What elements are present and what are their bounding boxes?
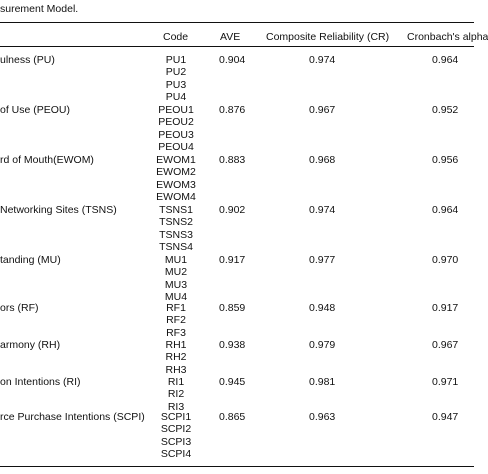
construct-name: of Use (PEOU) [0, 104, 71, 116]
header-alpha: Cronbach's alpha [407, 31, 488, 43]
construct-name: rd of Mouth(EWOM) [0, 154, 94, 166]
indicator-code: RI3 [167, 400, 185, 413]
ave-value: 0.902 [219, 204, 246, 216]
ave-value: 0.876 [219, 104, 246, 116]
ave-value: 0.883 [219, 154, 246, 166]
cr-value: 0.948 [309, 302, 336, 314]
indicator-code: PEOU4 [158, 141, 194, 154]
indicator-code: SCPI3 [160, 435, 192, 448]
indicator-code: RF2 [166, 314, 186, 327]
indicator-codes [151, 411, 201, 461]
indicator-code: RF1 [166, 302, 186, 314]
cr-value: 0.967 [309, 104, 336, 116]
indicator-code: TSNS3 [159, 228, 193, 241]
construct-name: ulness (PU) [0, 54, 55, 66]
alpha-value: 0.971 [432, 376, 459, 388]
ave-value: 0.859 [219, 302, 246, 314]
cr-value: 0.977 [309, 254, 336, 266]
alpha-value: 0.952 [432, 104, 459, 116]
header-rule [0, 46, 474, 47]
indicator-code: PU2 [165, 66, 187, 79]
indicator-code: TSNS4 [159, 241, 193, 254]
bottom-rule [0, 466, 474, 467]
indicator-code: TSNS2 [159, 216, 193, 229]
cr-value: 0.981 [309, 376, 336, 388]
indicator-code: PEOU2 [158, 116, 194, 129]
indicator-codes [151, 54, 201, 104]
construct-name: armony (RH) [0, 339, 61, 351]
ave-value: 0.917 [219, 254, 246, 266]
indicator-code: EWOM1 [156, 154, 196, 166]
alpha-value: 0.964 [432, 204, 459, 216]
ave-value: 0.865 [219, 411, 246, 423]
indicator-code: PEOU1 [158, 104, 194, 116]
indicator-code: RH1 [165, 339, 187, 351]
construct-name: rce Purchase Intentions (SCPI) [0, 411, 145, 423]
header-ave: AVE [220, 31, 241, 43]
indicator-codes [151, 376, 201, 413]
ave-value: 0.904 [219, 54, 246, 66]
indicator-code: MU3 [164, 278, 188, 291]
indicator-code: RH3 [165, 363, 187, 376]
table-caption: surement Model. [0, 3, 79, 15]
cr-value: 0.968 [309, 154, 336, 166]
indicator-code: SCPI2 [160, 423, 192, 436]
cr-value: 0.979 [309, 339, 336, 351]
cr-value: 0.974 [309, 204, 336, 216]
indicator-code: PEOU3 [158, 128, 194, 141]
indicator-codes [151, 204, 201, 254]
header-cr: Composite Reliability (CR) [266, 31, 390, 43]
indicator-code: TSNS1 [159, 204, 193, 216]
alpha-value: 0.967 [432, 339, 459, 351]
indicator-code: RI2 [167, 388, 185, 401]
alpha-value: 0.917 [432, 302, 459, 314]
cr-value: 0.963 [309, 411, 336, 423]
construct-name: tanding (MU) [0, 254, 61, 266]
construct-name: Networking Sites (TSNS) [0, 204, 117, 216]
indicator-code: RI1 [167, 376, 185, 388]
indicator-code: RF3 [166, 326, 186, 339]
indicator-code: PU1 [165, 54, 187, 66]
alpha-value: 0.956 [432, 154, 459, 166]
indicator-code: RH2 [165, 351, 187, 364]
ave-value: 0.945 [219, 376, 246, 388]
construct-name: ors (RF) [0, 302, 39, 314]
indicator-code: EWOM3 [156, 178, 196, 191]
indicator-code: PU3 [165, 78, 187, 91]
indicator-code: MU2 [164, 266, 188, 279]
indicator-codes [151, 104, 201, 154]
indicator-code: SCPI4 [160, 448, 192, 461]
alpha-value: 0.964 [432, 54, 459, 66]
indicator-codes [151, 154, 201, 204]
indicator-codes [151, 254, 201, 304]
indicator-code: SCPI1 [160, 411, 192, 423]
indicator-codes [151, 302, 201, 339]
indicator-code: MU4 [164, 291, 188, 304]
alpha-value: 0.970 [432, 254, 459, 266]
cr-value: 0.974 [309, 54, 336, 66]
indicator-code: EWOM2 [156, 166, 196, 179]
indicator-codes [151, 339, 201, 376]
alpha-value: 0.947 [432, 411, 459, 423]
top-rule [0, 22, 474, 23]
construct-name: on Intentions (RI) [0, 376, 81, 388]
indicator-code: MU1 [164, 254, 188, 266]
indicator-code: PU4 [165, 91, 187, 104]
header-code: Code [163, 31, 189, 43]
indicator-code: EWOM4 [156, 191, 196, 204]
ave-value: 0.938 [219, 339, 246, 351]
